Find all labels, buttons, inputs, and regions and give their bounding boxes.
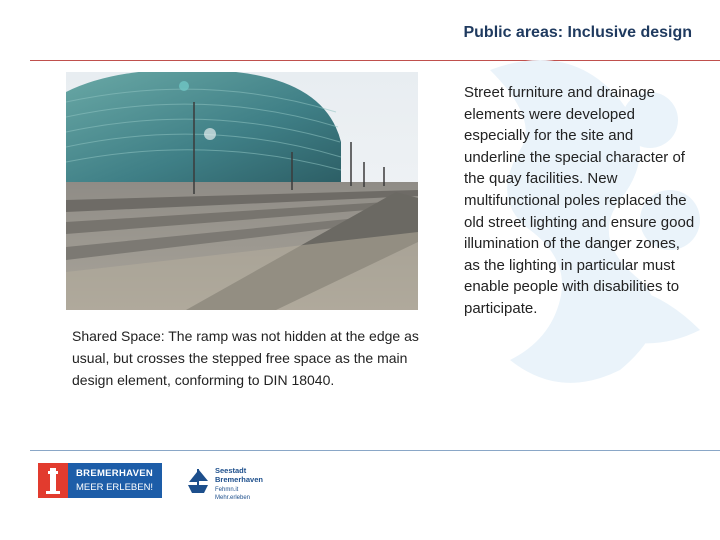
seestadt-line1: Seestadt — [215, 466, 247, 475]
seestadt-line3: Fehmn.it Mehr.erleben — [215, 487, 251, 501]
body-paragraph: Street furniture and drainage elements were developed especially for the site and underline the special character of the quay facilities. New multifunctional poles replaced the old street lighting and ensure good illumination of the danger zones, as the lighting in particular must enable people with disabilities to participate. — [464, 84, 695, 317]
logo-line2: MEER ERLEBEN! — [76, 482, 154, 493]
bottom-divider — [30, 450, 720, 451]
logo-line1: BREMERHAVEN — [76, 468, 154, 479]
page-title: Public areas: Inclusive design — [463, 24, 692, 41]
stepped-plaza-photo — [66, 72, 418, 310]
seestadt-logo — [184, 465, 274, 501]
bremerhaven-logo — [38, 463, 162, 498]
lighthouse-icon — [38, 463, 68, 498]
seestadt-line2: Bremerhaven — [215, 475, 263, 484]
photo-caption: Shared Space: The ramp was not hidden at the edge as usual, but crosses the stepped free space as the main design element, conforming to DIN 18040. — [72, 328, 419, 388]
ship-icon — [184, 465, 212, 497]
